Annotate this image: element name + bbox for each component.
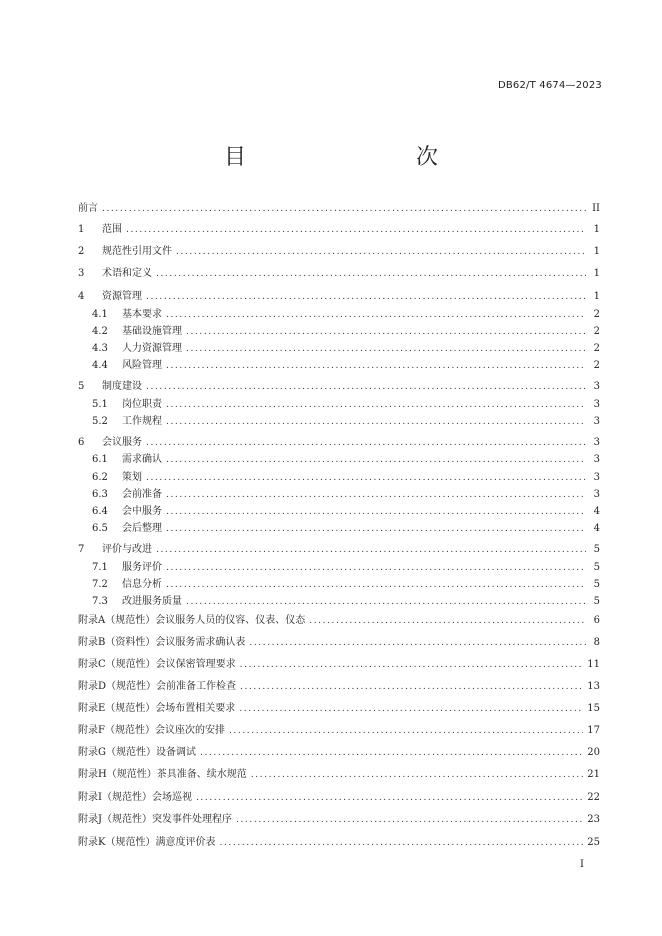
dot-leader [240, 657, 584, 673]
appendix-id: 附录B（资料性） [78, 637, 156, 648]
toc-entry-label: 会中服务 [122, 506, 162, 517]
dot-leader [166, 358, 586, 374]
toc-entry-label: 信息分析 [122, 579, 162, 590]
dot-leader [186, 594, 586, 610]
toc-entry-page: 5 [593, 544, 600, 555]
toc-entry-label: 范围 [102, 224, 122, 235]
appendix-label: 会议服务人员的仪容、仪表、仪态 [155, 615, 306, 626]
toc-entry-label: 术语和定义 [102, 268, 152, 279]
toc-entry-label: 需求确认 [122, 454, 162, 465]
toc-entry-label: 策划 [122, 472, 142, 483]
dot-leader [166, 307, 586, 323]
appendix-id: 附录H（规范性） [78, 769, 157, 780]
toc-entry-page: 3 [593, 454, 600, 465]
dot-leader [309, 613, 586, 629]
appendix-page: 8 [593, 637, 600, 648]
toc-entry-number: 1 [78, 224, 85, 235]
dot-leader [251, 767, 584, 783]
toc-entry-number: 6.5 [92, 523, 108, 534]
toc-entry-label: 制度建设 [102, 381, 142, 392]
toc-entry-page: 3 [593, 416, 600, 427]
dot-leader [166, 452, 586, 468]
dot-leader [236, 812, 583, 828]
appendix-entry[interactable] [78, 679, 600, 695]
appendix-id: 附录E（规范性） [78, 703, 156, 714]
toc-entry[interactable] [78, 244, 600, 260]
toc-entry[interactable] [92, 577, 600, 593]
dot-leader [166, 577, 586, 593]
appendix-label: 满意度评价表 [155, 837, 216, 848]
toc-entry-page: 3 [593, 472, 600, 483]
appendix-page: 6 [593, 615, 600, 626]
toc-entry[interactable] [92, 521, 600, 537]
toc-entry-page: 1 [593, 291, 600, 302]
toc-entry-number: 6 [78, 437, 85, 448]
toc-entry-number: 5 [78, 381, 85, 392]
appendix-id: 附录F（规范性） [78, 725, 155, 736]
dot-leader [176, 244, 586, 260]
toc-entry[interactable] [92, 560, 600, 576]
dot-leader [186, 324, 586, 340]
appendix-id: 附录K（规范性） [78, 837, 156, 848]
toc-entry-label: 评价与改进 [102, 544, 152, 555]
toc-entry-label: 会前准备 [122, 489, 162, 500]
dot-leader [146, 289, 586, 305]
appendix-page: 15 [587, 703, 600, 714]
toc-entry-number: 3 [78, 268, 85, 279]
appendix-entry[interactable] [78, 613, 600, 629]
toc-entry[interactable] [92, 452, 600, 468]
document-code: DB62/T 4674—2023 [497, 80, 602, 91]
appendix-id: 附录I（规范性） [78, 792, 152, 803]
appendix-page: 20 [587, 747, 600, 758]
toc-entry-number: 7.2 [92, 579, 108, 590]
toc-entry-page: 5 [593, 562, 600, 573]
toc-entry-page: II [592, 203, 600, 214]
toc-entry-label: 前言 [78, 203, 98, 214]
dot-leader [166, 397, 586, 413]
appendix-id: 附录A（规范性） [78, 615, 156, 626]
toc-entry[interactable] [78, 542, 600, 558]
appendix-label: 会前准备工作检查 [156, 681, 237, 692]
toc-entry-page: 2 [593, 326, 600, 337]
toc-entry-page: 5 [593, 579, 600, 590]
toc-entry-number: 4.1 [92, 309, 108, 320]
appendix-label: 会议保密管理要求 [155, 659, 236, 670]
toc-entry-page: 2 [593, 343, 600, 354]
toc-entry-label: 岗位职责 [122, 399, 162, 410]
dot-leader [146, 379, 586, 395]
toc-entry[interactable] [92, 358, 600, 374]
appendix-label: 会议座次的安排 [154, 725, 225, 736]
toc-entry[interactable] [92, 341, 600, 357]
toc-entry[interactable] [78, 379, 600, 395]
toc-entry-number: 6.1 [92, 454, 108, 465]
appendix-page: 17 [587, 725, 600, 736]
toc-entry-number: 4 [78, 291, 85, 302]
toc-entry-label: 资源管理 [102, 291, 142, 302]
appendix-entry[interactable] [78, 723, 600, 739]
toc-entry-number: 6.2 [92, 472, 108, 483]
toc-entry-number: 4.2 [92, 326, 108, 337]
toc-entry[interactable] [92, 397, 600, 413]
toc-entry-label: 服务评价 [122, 562, 162, 573]
toc-entry-number: 4.3 [92, 343, 108, 354]
toc-entry-page: 3 [593, 381, 600, 392]
dot-leader [156, 266, 586, 282]
appendix-page: 23 [587, 814, 600, 825]
dot-leader [126, 222, 586, 238]
appendix-id: 附录J（规范性） [78, 814, 153, 825]
dot-leader [166, 521, 586, 537]
toc-entry[interactable] [92, 504, 600, 520]
toc-entry-page: 3 [593, 489, 600, 500]
toc-entry-page: 3 [593, 437, 600, 448]
toc-entry[interactable] [92, 414, 600, 430]
appendix-label: 设备调试 [156, 747, 196, 758]
appendix-label: 茶具准备、续水规范 [156, 769, 247, 780]
toc-entry[interactable] [92, 487, 600, 503]
appendix-page: 11 [587, 659, 600, 670]
dot-leader [196, 790, 583, 806]
appendix-label: 会场布置相关要求 [155, 703, 236, 714]
dot-leader [166, 504, 586, 520]
toc-entry-number: 6.3 [92, 489, 108, 500]
appendix-entry[interactable] [78, 657, 600, 673]
appendix-page: 21 [587, 769, 600, 780]
toc-entry-page: 4 [593, 523, 600, 534]
dot-leader [166, 487, 586, 503]
toc-entry-page: 4 [593, 506, 600, 517]
toc-entry-label: 工作规程 [122, 416, 162, 427]
toc-entry[interactable] [78, 201, 600, 217]
appendix-entry[interactable] [78, 767, 600, 783]
toc-entry-label: 会议服务 [102, 437, 142, 448]
appendix-entry[interactable] [78, 635, 600, 651]
toc-entry-label: 规范性引用文件 [102, 246, 172, 257]
dot-leader [240, 679, 583, 695]
appendix-entry[interactable] [78, 745, 600, 761]
dot-leader [186, 341, 586, 357]
toc-entry-number: 5.1 [92, 399, 108, 410]
appendix-id: 附录G（规范性） [78, 747, 156, 758]
dot-leader [156, 542, 586, 558]
appendix-label: 突发事件处理程序 [152, 814, 233, 825]
toc-entry-page: 2 [593, 360, 600, 371]
appendix-entry[interactable] [78, 812, 600, 828]
toc-entry-number: 7 [78, 544, 85, 555]
toc-entry-label: 会后整理 [122, 523, 162, 534]
dot-leader [239, 701, 583, 717]
dot-leader [146, 435, 586, 451]
toc-entry-label: 人力资源管理 [122, 343, 182, 354]
appendix-page: 25 [587, 837, 600, 848]
toc-entry-label: 基本要求 [122, 309, 162, 320]
toc-entry-number: 7.1 [92, 562, 108, 573]
appendix-id: 附录C（规范性） [78, 659, 156, 670]
page-title: 目 次 [223, 145, 480, 170]
appendix-entry[interactable] [78, 835, 600, 851]
toc-entry[interactable] [78, 222, 600, 238]
toc-entry-page: 5 [593, 596, 600, 607]
dot-leader [200, 745, 583, 761]
toc-entry-number: 6.4 [92, 506, 108, 517]
dot-leader [146, 470, 586, 486]
toc-entry-page: 3 [593, 399, 600, 410]
appendix-label: 会场巡视 [151, 792, 192, 803]
dot-leader [102, 201, 586, 217]
toc-entry[interactable] [78, 266, 600, 282]
toc-entry-number: 4.4 [92, 360, 108, 371]
appendix-entry[interactable] [78, 790, 600, 806]
dot-leader [229, 723, 583, 739]
toc-entry-page: 1 [593, 268, 600, 279]
toc-entry[interactable] [92, 470, 600, 486]
dot-leader [166, 560, 586, 576]
toc-entry-page: 1 [593, 224, 600, 235]
toc-entry[interactable] [78, 435, 600, 451]
toc-entry[interactable] [78, 289, 600, 305]
dot-leader [249, 635, 586, 651]
toc-entry-number: 2 [78, 246, 85, 257]
toc-entry[interactable] [92, 324, 600, 340]
dot-leader [219, 835, 583, 851]
appendix-entry[interactable] [78, 701, 600, 717]
appendix-page: 13 [587, 681, 600, 692]
appendix-id: 附录D（规范性） [78, 681, 157, 692]
toc-entry-page: 1 [593, 246, 600, 257]
toc-entry[interactable] [92, 307, 600, 323]
toc-entry-number: 7.3 [92, 596, 108, 607]
appendix-label: 会议服务需求确认表 [155, 637, 246, 648]
toc-entry-label: 改进服务质量 [122, 596, 182, 607]
toc-entry-page: 2 [593, 309, 600, 320]
toc-entry-number: 5.2 [92, 416, 108, 427]
dot-leader [166, 414, 586, 430]
toc-entry-label: 风险管理 [122, 360, 162, 371]
toc-entry[interactable] [92, 594, 600, 610]
toc-entry-label: 基础设施管理 [122, 326, 182, 337]
page-number: I [580, 859, 584, 870]
appendix-page: 22 [587, 792, 600, 803]
